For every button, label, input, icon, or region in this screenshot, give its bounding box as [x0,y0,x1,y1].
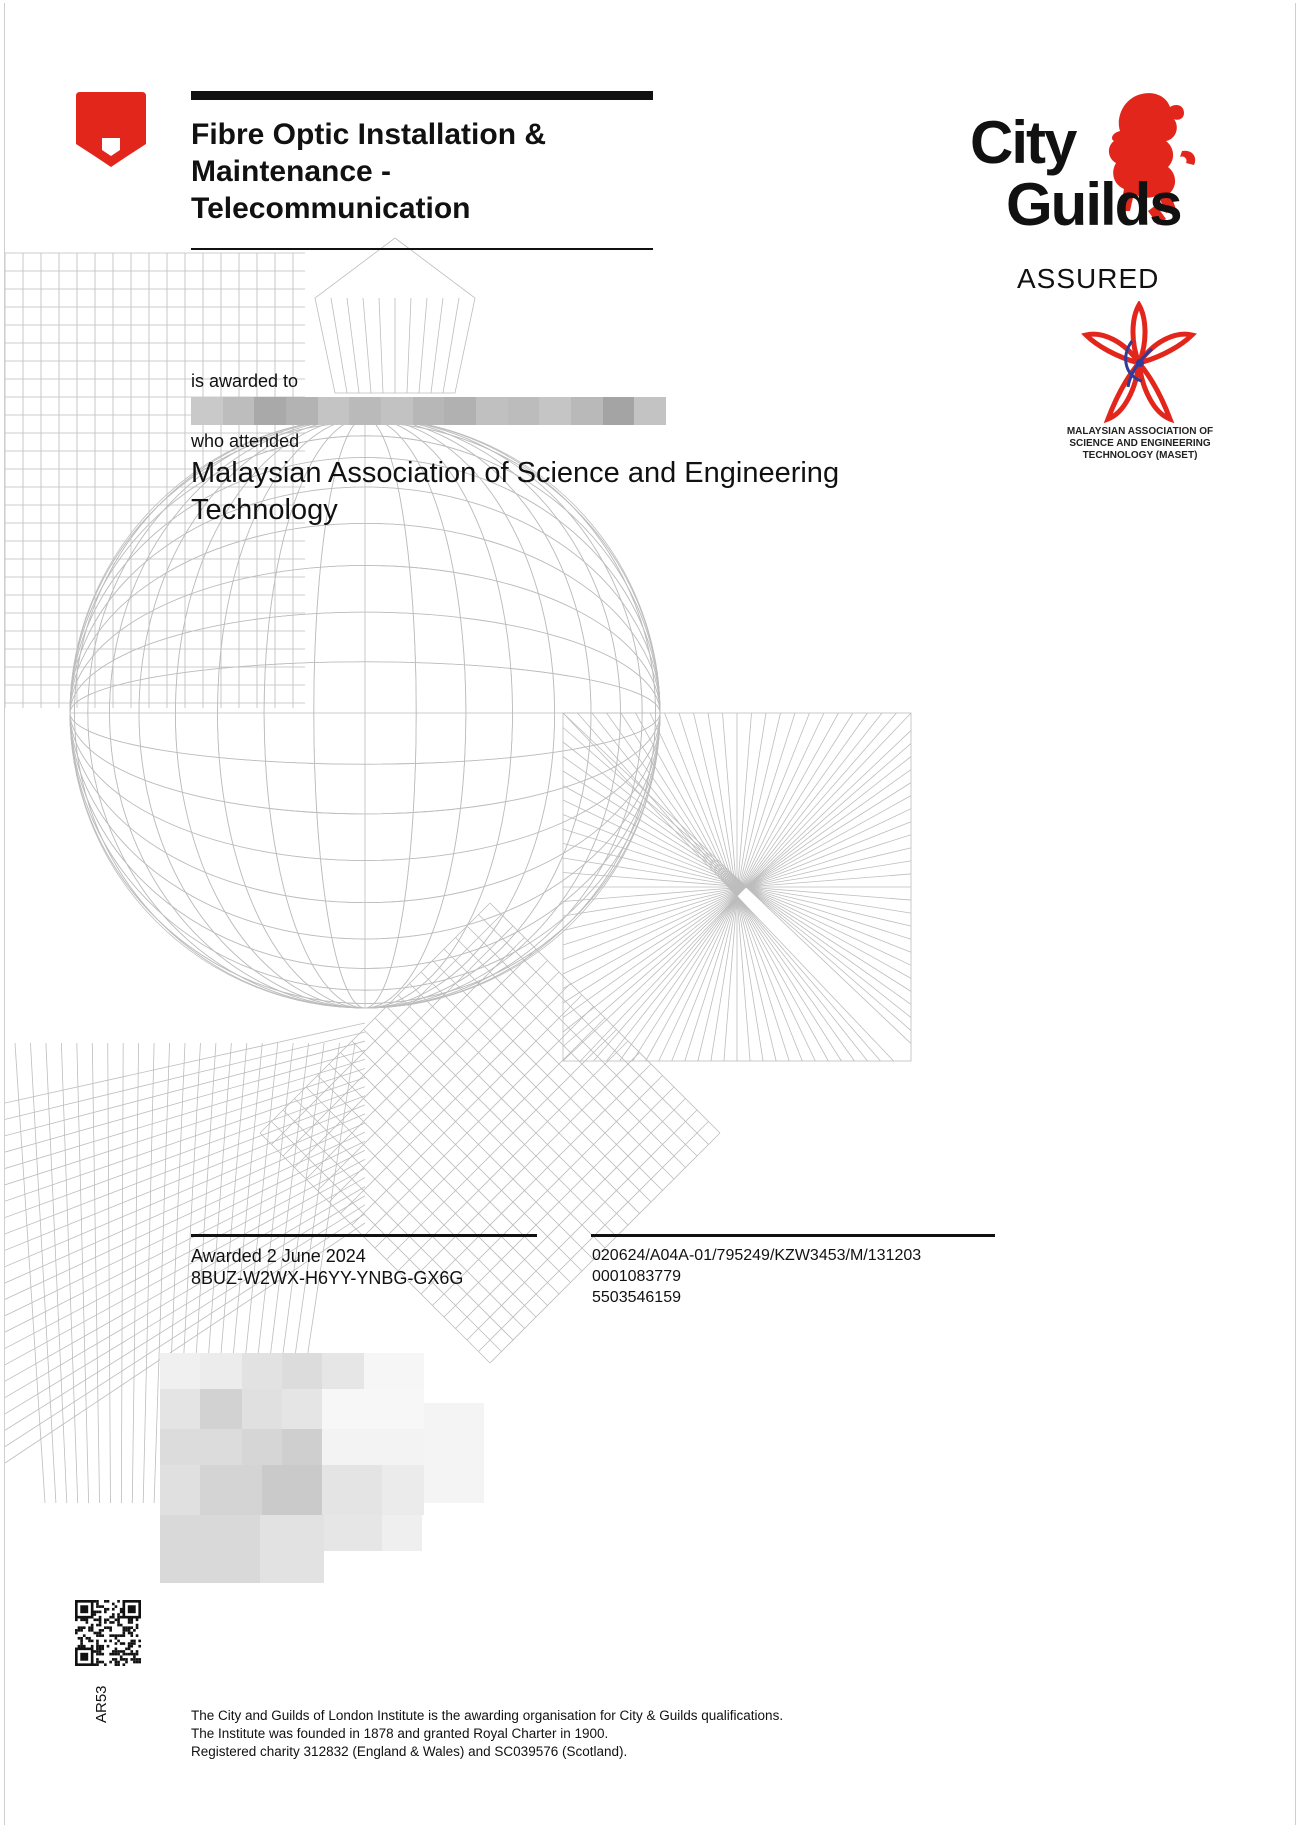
attended-label: who attended [191,431,300,451]
reference-block [592,1245,921,1308]
qualification-title-line2: Maintenance - [191,155,392,188]
legal-line-1: The City and Guilds of London Institute is the awarding organisation for City & Guilds qualifications. [191,1708,784,1723]
header-rule-thick [191,91,653,100]
partner-name [1045,426,1235,462]
reference-code: 020624/A04A-01/795249/KZW3453/M/131203 [592,1247,922,1264]
redacted-signature [160,1353,490,1583]
qualification-title-line3: Telecommunication [191,192,471,225]
logo-guilds: Guilds [1006,171,1181,234]
centre-name-line1: Malaysian Association of Science and Engineering [191,457,840,489]
assured-label: ASSURED [1017,263,1160,294]
award-rule-left [191,1234,537,1237]
partner-name-line2: SCIENCE AND ENGINEERING [1069,438,1211,449]
logo-ampersand: & [1122,114,1167,183]
awarded-to-label: is awarded to [191,371,299,391]
legal-notice [191,1707,783,1761]
partner-name-line1: MALAYSIAN ASSOCIATION OF [1066,426,1214,437]
award-rule-right [591,1234,995,1237]
qualification-title-line1: Fibre Optic Installation & [191,118,547,151]
centre-name [191,455,951,529]
partner-name-line3: TECHNOLOGY (MASET) [1082,450,1198,461]
reference-number-2: 5503546159 [592,1289,681,1306]
logo-city: City [970,109,1076,176]
reference-number-1: 0001083779 [592,1268,681,1285]
header-rule-thin [191,248,653,250]
awarded-date: Awarded 2 June 2024 [191,1246,366,1266]
legal-line-3: Registered charity 312832 (England & Wales) and SC039576 (Scotland). [191,1744,628,1759]
redacted-recipient-name [191,397,666,425]
shield-icon [76,92,146,170]
qr-code-icon[interactable] [75,1600,141,1666]
city-and-guilds-logo [970,89,1210,234]
atom-flower-icon [1080,301,1198,425]
document-code: AR53 [93,1685,110,1723]
certificate-page [4,3,1296,1825]
qualification-title [191,116,661,227]
centre-name-line2: Technology [191,494,338,526]
verification-code: 8BUZ-W2WX-H6YY-YNBG-GX6G [191,1268,464,1288]
legal-line-2: The Institute was founded in 1878 and granted Royal Charter in 1900. [191,1726,609,1741]
